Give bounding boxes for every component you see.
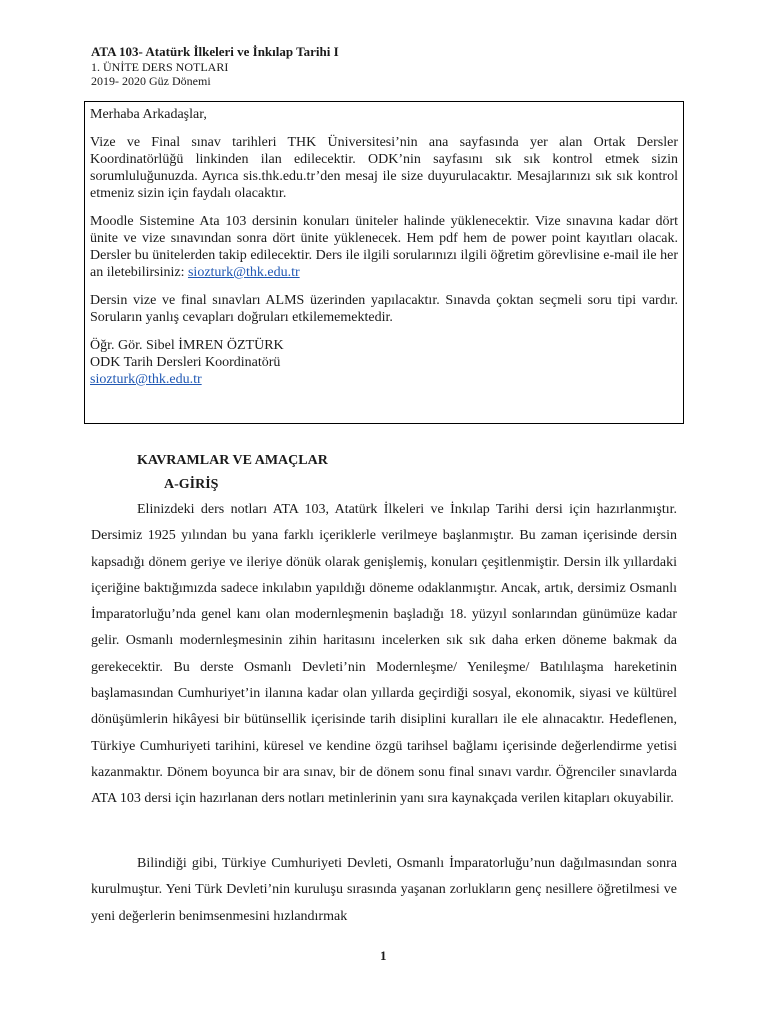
notice-paragraph-2: [90, 213, 678, 281]
document-header: [91, 44, 339, 88]
signature-role: ODK Tarih Dersleri Koordinatörü: [90, 355, 281, 370]
page-number: 1: [380, 948, 387, 963]
unit-label: 1. ÜNİTE DERS NOTLARI: [91, 60, 229, 74]
notice-paragraph-2-text: Moodle Sistemine Ata 103 dersinin konuları üniteler halinde yüklenecektir. Vize sınavına kadar dört ünite ve vize sınavından sonra dört ünite yüklenecek. Hem pdf hem de power point kayıtları olacak. Dersler bu ünitelerden takip edilecektir. Ders ile ilgili sorularınızı ilgili öğretim görevlisine e-mail ile her an iletebilirsiniz:: [90, 214, 678, 280]
greeting: Merhaba Arkadaşlar,: [90, 107, 207, 122]
signature-email-link[interactable]: siozturk@thk.edu.tr: [90, 372, 202, 387]
email-link[interactable]: siozturk@thk.edu.tr: [187, 265, 300, 280]
notice-paragraph-3: Dersin vize ve final sınavları ALMS üzerinden yapılacaktır. Sınavda çoktan seçmeli soru tipi vardır. Soruların yanlış cevapları doğruları etkilememektedir.: [90, 293, 678, 325]
term-label: 2019- 2020 Güz Dönemi: [91, 74, 211, 88]
announcement-box: [84, 101, 684, 424]
body-paragraph-1: Elinizdeki ders notları ATA 103, Atatürk İlkeleri ve İnkılap Tarihi dersi için hazırlanmıştır. Dersimiz 1925 yılından bu yana farklı içeriklerle verilmeye başlanmıştır. Bu zaman içerisinde dersin kapsadığı dönem geriye ve ileriye dönük olarak genişlemiş, konuları çeşitlenmiştir. Dersin ilk yıllardaki içeriğine baktığımızda sadece inkılabın yapıldığı döneme odaklanmıştır. Ancak, artık, dersimiz Osmanlı İmparatorluğu’nda genel kanı olan modernleşmenin başladığı 18. yüzyıl sonlarından günümüze kadar gelir. Osmanlı modernleşmesinin zihin haritasını incelerken sık sık daha erken döneme bakmak da gerekecektir. Bu derste Osmanlı Devleti’nin Modernleşme/ Yenileşme/ Batılılaşma hareketinin başlamasından Cumhuriyet’in ilanına kadar olan yıllarda geçirdiği sosyal, ekonomik, siyasi ve kültürel dönüşümlerin hikâyesi bir bütünsellik içerisinde tarih disiplini kuralları ile ele alınacaktır. Hedeflenen, Türkiye Cumhuriyeti tarihini, küresel ve kendine özgü tarihsel bağlamı içerisinde değerlendirme yetisi kazanmaktır. Dönem boyunca bir ara sınav, bir de dönem sonu final sınavı vardır. Öğrenciler sınavlarda ATA 103 dersi için hazırlanan ders notları metinlerinin yanı sıra kaynakçada verilen kitapları okuyabilir.: [91, 502, 677, 807]
section-heading: KAVRAMLAR VE AMAÇLAR: [137, 453, 328, 468]
signature-email: [90, 371, 678, 388]
section-subheading: A-GİRİŞ: [164, 477, 219, 492]
body-paragraph-2: Bilindiği gibi, Türkiye Cumhuriyeti Devleti, Osmanlı İmparatorluğu’nun dağılmasından sonra kurulmuştur. Yeni Türk Devleti’nin kuruluşu sırasında yaşanan zorlukların genç nesillere öğretilmesi ve yeni değerlerin benimsenmesini hızlandırmak: [91, 856, 677, 924]
notice-paragraph-1: Vize ve Final sınav tarihleri THK Üniversitesi’nin ana sayfasında yer alan Ortak Dersler Koordinatörlüğü linkinden ilan edilecektir. ODK’nin sayfasını sık sık kontrol etmek sizin sorumluluğunuzda. Ayrıca sis.thk.edu.tr’den mesaj ile size duyurulacaktır. Mesajlarınızı sık sık kontrol etmeniz sizin için faydalı olacaktır.: [90, 135, 678, 201]
signature-name: Öğr. Gör. Sibel İMREN ÖZTÜRK: [90, 338, 284, 353]
course-title: ATA 103- Atatürk İlkeleri ve İnkılap Tarihi I: [91, 44, 339, 59]
